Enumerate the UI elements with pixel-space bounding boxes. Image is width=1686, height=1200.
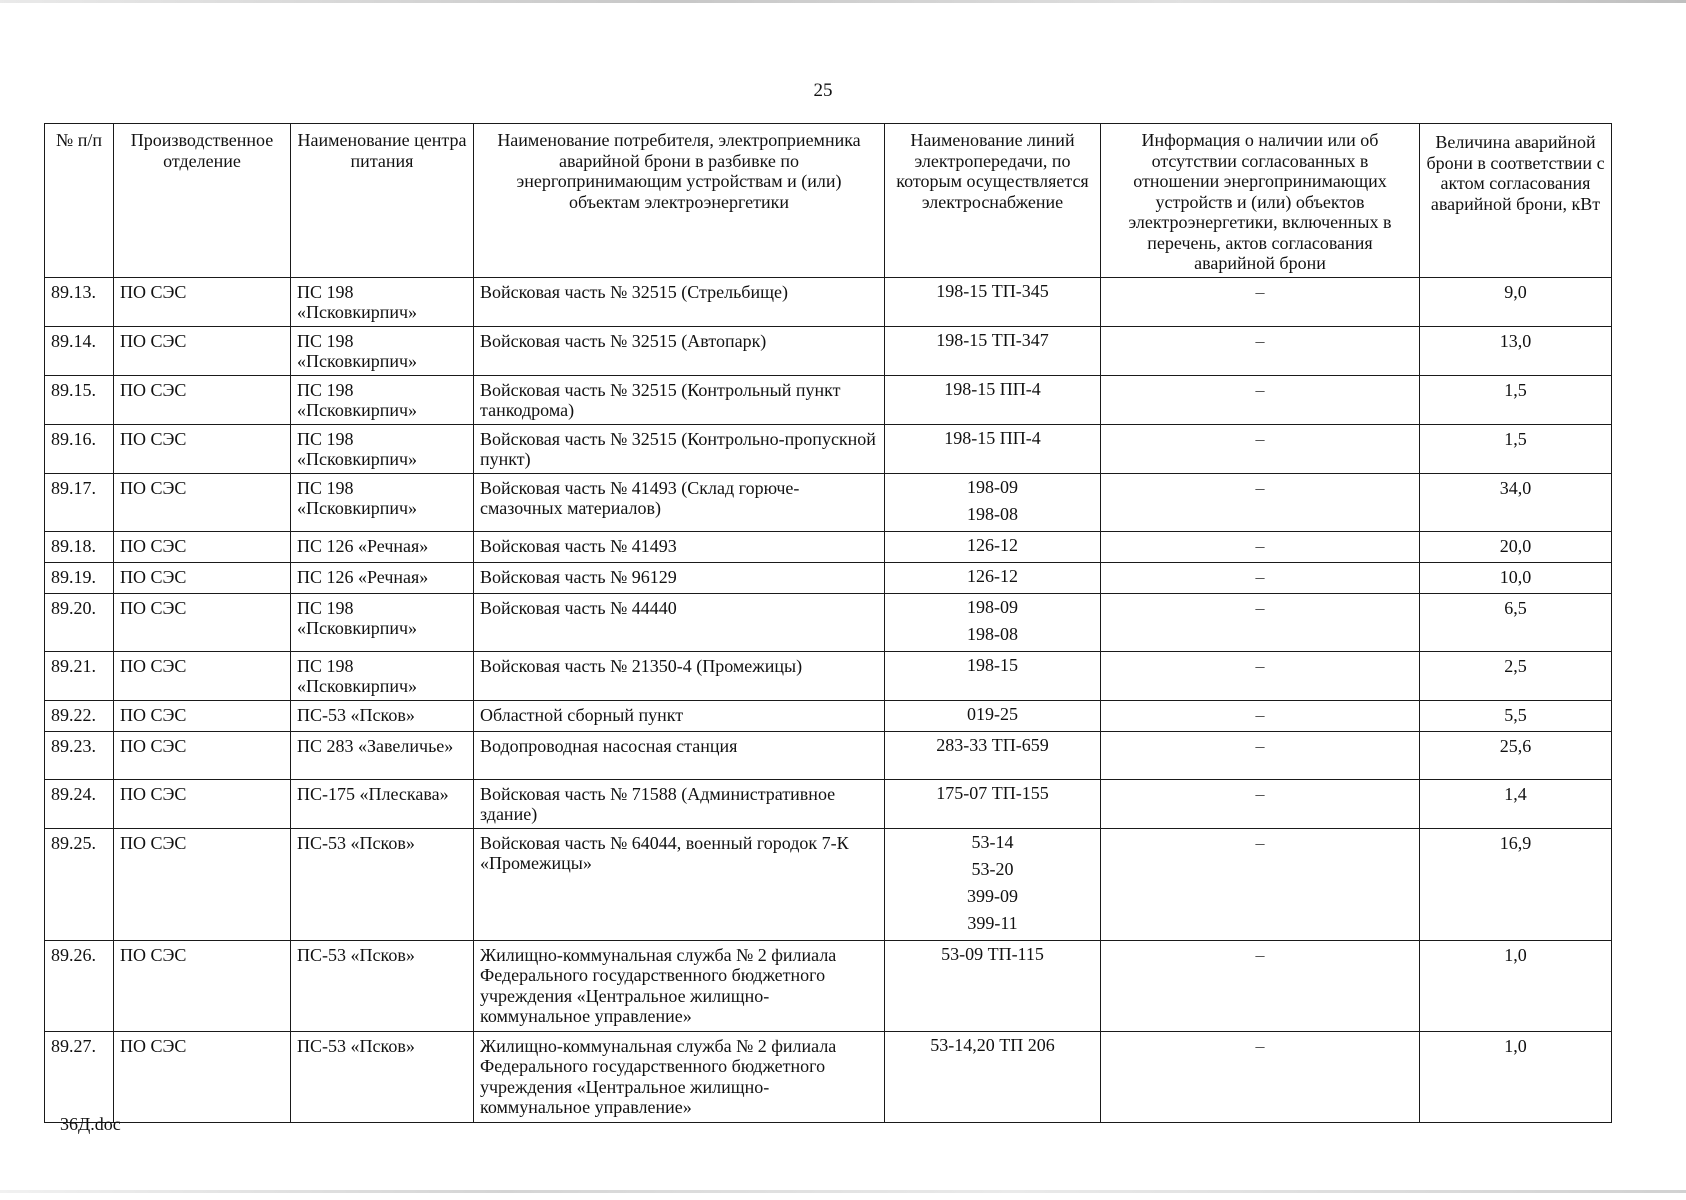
power-line-item: 019-25 [967, 703, 1018, 724]
division-cell: ПО СЭС [114, 473, 291, 531]
division-cell: ПО СЭС [114, 531, 291, 562]
division-cell: ПО СЭС [114, 779, 291, 828]
row-number-cell: 89.25. [45, 828, 114, 940]
reserve-value-cell: 34,0 [1420, 473, 1612, 531]
row-number-cell: 89.14. [45, 326, 114, 375]
row-number-cell: 89.22. [45, 700, 114, 731]
agreement-info-cell: – [1101, 277, 1420, 326]
table-header-row [45, 124, 1612, 278]
division-cell: ПО СЭС [114, 1031, 291, 1122]
power-line-item: 175-07 ТП-155 [936, 782, 1049, 803]
agreement-info-cell: – [1101, 1031, 1420, 1122]
power-center-cell: ПС 198 «Псковкирпич» [291, 277, 474, 326]
consumer-cell: Войсковая часть № 64044, военный городок 7-К «Промежицы» [474, 828, 885, 940]
agreement-info-cell: – [1101, 531, 1420, 562]
consumer-cell: Войсковая часть № 44440 [474, 593, 885, 651]
power-lines-cell [885, 531, 1101, 562]
page-number: 25 [813, 80, 833, 101]
power-lines-cell [885, 828, 1101, 940]
power-lines-cell [885, 375, 1101, 424]
agreement-info-cell: – [1101, 700, 1420, 731]
power-line-item: 198-15 [967, 654, 1018, 675]
header-consumer: Наименование потребителя, электроприемника аварийной брони в разбивке по энергопринимающим устройствам и (или) объектам электроэнергетики [474, 124, 885, 278]
consumer-cell: Войсковая часть № 32515 (Автопарк) [474, 326, 885, 375]
header-division: Производственное отделение [114, 124, 291, 278]
power-lines-cell [885, 473, 1101, 531]
consumer-cell: Жилищно-коммунальная служба № 2 филиала Федерального государственного бюджетного учреждения «Центральное жилищно-коммунальное управление» [474, 1031, 885, 1122]
consumer-cell: Войсковая часть № 32515 (Стрельбище) [474, 277, 885, 326]
power-line-item: 198-15 ПП-4 [944, 378, 1041, 399]
header-power-lines: Наименование линий электропередачи, по которым осуществляется электроснабжение [885, 124, 1101, 278]
row-number-cell: 89.19. [45, 562, 114, 593]
table-row [45, 424, 1612, 473]
power-line-item: 399-09 [967, 885, 1018, 906]
row-number-cell: 89.26. [45, 940, 114, 1031]
power-line-item: 198-09 [967, 596, 1018, 617]
agreement-info-cell: – [1101, 562, 1420, 593]
power-line-item: 53-14 [971, 831, 1014, 852]
header-power-center: Наименование центра питания [291, 124, 474, 278]
row-number-cell: 89.27. [45, 1031, 114, 1122]
reserve-value-cell: 20,0 [1420, 531, 1612, 562]
reserve-value-cell: 2,5 [1420, 651, 1612, 700]
division-cell: ПО СЭС [114, 700, 291, 731]
power-lines-cell [885, 593, 1101, 651]
agreement-info-cell: – [1101, 940, 1420, 1031]
power-line-item: 126-12 [967, 534, 1018, 555]
agreement-info-cell: – [1101, 473, 1420, 531]
division-cell: ПО СЭС [114, 326, 291, 375]
reserve-value-cell: 5,5 [1420, 700, 1612, 731]
power-line-item: 198-08 [967, 623, 1018, 644]
reserve-value-cell: 1,5 [1420, 375, 1612, 424]
power-center-cell: ПС 198 «Псковкирпич» [291, 651, 474, 700]
consumer-cell: Войсковая часть № 71588 (Административное здание) [474, 779, 885, 828]
power-center-cell: ПС-53 «Псков» [291, 700, 474, 731]
table-row [45, 593, 1612, 651]
reserve-value-cell: 13,0 [1420, 326, 1612, 375]
emergency-reserve-table [44, 123, 1612, 1123]
reserve-value-cell: 1,0 [1420, 940, 1612, 1031]
table-row [45, 375, 1612, 424]
power-center-cell: ПС 198 «Псковкирпич» [291, 424, 474, 473]
power-center-cell: ПС 198 «Псковкирпич» [291, 375, 474, 424]
power-center-cell: ПС-53 «Псков» [291, 940, 474, 1031]
agreement-info-cell: – [1101, 375, 1420, 424]
scan-edge-top [0, 0, 1686, 3]
division-cell: ПО СЭС [114, 731, 291, 779]
power-center-cell: ПС 198 «Псковкирпич» [291, 473, 474, 531]
reserve-value-cell: 1,0 [1420, 1031, 1612, 1122]
agreement-info-cell: – [1101, 424, 1420, 473]
power-line-item: 198-09 [967, 476, 1018, 497]
consumer-cell: Жилищно-коммунальная служба № 2 филиала Федерального государственного бюджетного учреждения «Центральное жилищно-коммунальное управление» [474, 940, 885, 1031]
table-row [45, 940, 1612, 1031]
agreement-info-cell: – [1101, 779, 1420, 828]
reserve-value-cell: 9,0 [1420, 277, 1612, 326]
power-line-item: 198-15 ТП-345 [936, 280, 1049, 301]
row-number-cell: 89.17. [45, 473, 114, 531]
consumer-cell: Водопроводная насосная станция [474, 731, 885, 779]
consumer-cell: Войсковая часть № 21350-4 (Промежицы) [474, 651, 885, 700]
table-row [45, 700, 1612, 731]
table-row [45, 731, 1612, 779]
power-lines-cell [885, 277, 1101, 326]
table-row [45, 779, 1612, 828]
header-agreement-info: Информация о наличии или об отсутствии согласованных в отношении энергопринимающих устройств и (или) объектов электроэнергетики, включенных в перечень, актов согласования аварийной брони [1101, 124, 1420, 278]
table-row [45, 562, 1612, 593]
power-center-cell: ПС-53 «Псков» [291, 828, 474, 940]
division-cell: ПО СЭС [114, 562, 291, 593]
division-cell: ПО СЭС [114, 277, 291, 326]
row-number-cell: 89.20. [45, 593, 114, 651]
power-lines-cell [885, 326, 1101, 375]
reserve-value-cell: 10,0 [1420, 562, 1612, 593]
power-lines-cell [885, 779, 1101, 828]
power-lines-cell [885, 562, 1101, 593]
scan-edge-bottom [0, 1190, 1686, 1193]
power-lines-cell [885, 651, 1101, 700]
row-number-cell: 89.23. [45, 731, 114, 779]
consumer-cell: Войсковая часть № 32515 (Контрольный пункт танкодрома) [474, 375, 885, 424]
power-lines-cell [885, 731, 1101, 779]
power-center-cell: ПС 283 «Завеличье» [291, 731, 474, 779]
power-center-cell: ПС 126 «Речная» [291, 562, 474, 593]
reserve-value-cell: 25,6 [1420, 731, 1612, 779]
division-cell: ПО СЭС [114, 651, 291, 700]
consumer-cell: Войсковая часть № 41493 (Склад горюче-смазочных материалов) [474, 473, 885, 531]
table-row [45, 277, 1612, 326]
consumer-cell: Войсковая часть № 32515 (Контрольно-пропускной пункт) [474, 424, 885, 473]
table-row [45, 828, 1612, 940]
power-center-cell: ПС-175 «Плескава» [291, 779, 474, 828]
row-number-cell: 89.21. [45, 651, 114, 700]
division-cell: ПО СЭС [114, 940, 291, 1031]
row-number-cell: 89.24. [45, 779, 114, 828]
file-name-footer: 36Д.doc [60, 1114, 121, 1134]
power-line-item: 399-11 [967, 912, 1018, 933]
header-num: № п/п [45, 124, 114, 278]
table-row [45, 531, 1612, 562]
power-line-item: 283-33 ТП-659 [936, 734, 1049, 755]
agreement-info-cell: – [1101, 593, 1420, 651]
table-row [45, 1031, 1612, 1122]
reserve-value-cell: 1,5 [1420, 424, 1612, 473]
reserve-value-cell: 16,9 [1420, 828, 1612, 940]
table-row [45, 326, 1612, 375]
row-number-cell: 89.18. [45, 531, 114, 562]
header-reserve-value: Величина аварийной брони в соответствии с актом согласования аварийной брони, кВт [1420, 124, 1612, 278]
power-line-item: 126-12 [967, 565, 1018, 586]
agreement-info-cell: – [1101, 326, 1420, 375]
consumer-cell: Войсковая часть № 96129 [474, 562, 885, 593]
power-line-item: 198-15 ПП-4 [944, 427, 1041, 448]
division-cell: ПО СЭС [114, 424, 291, 473]
power-center-cell: ПС 198 «Псковкирпич» [291, 593, 474, 651]
agreement-info-cell: – [1101, 651, 1420, 700]
agreement-info-cell: – [1101, 828, 1420, 940]
power-line-item: 198-15 ТП-347 [936, 329, 1049, 350]
reserve-value-cell: 6,5 [1420, 593, 1612, 651]
row-number-cell: 89.13. [45, 277, 114, 326]
division-cell: ПО СЭС [114, 375, 291, 424]
power-line-item: 53-09 ТП-115 [941, 943, 1044, 964]
row-number-cell: 89.16. [45, 424, 114, 473]
power-center-cell: ПС 198 «Псковкирпич» [291, 326, 474, 375]
power-line-item: 198-08 [967, 503, 1018, 524]
consumer-cell: Областной сборный пункт [474, 700, 885, 731]
division-cell: ПО СЭС [114, 828, 291, 940]
table-row [45, 651, 1612, 700]
power-line-item: 53-14,20 ТП 206 [930, 1034, 1055, 1055]
power-lines-cell [885, 1031, 1101, 1122]
row-number-cell: 89.15. [45, 375, 114, 424]
table-body [45, 277, 1612, 1122]
table-row [45, 473, 1612, 531]
reserve-value-cell: 1,4 [1420, 779, 1612, 828]
power-line-item: 53-20 [971, 858, 1014, 879]
power-lines-cell [885, 940, 1101, 1031]
division-cell: ПО СЭС [114, 593, 291, 651]
consumer-cell: Войсковая часть № 41493 [474, 531, 885, 562]
power-lines-cell [885, 700, 1101, 731]
power-center-cell: ПС 126 «Речная» [291, 531, 474, 562]
power-lines-cell [885, 424, 1101, 473]
power-center-cell: ПС-53 «Псков» [291, 1031, 474, 1122]
agreement-info-cell: – [1101, 731, 1420, 779]
